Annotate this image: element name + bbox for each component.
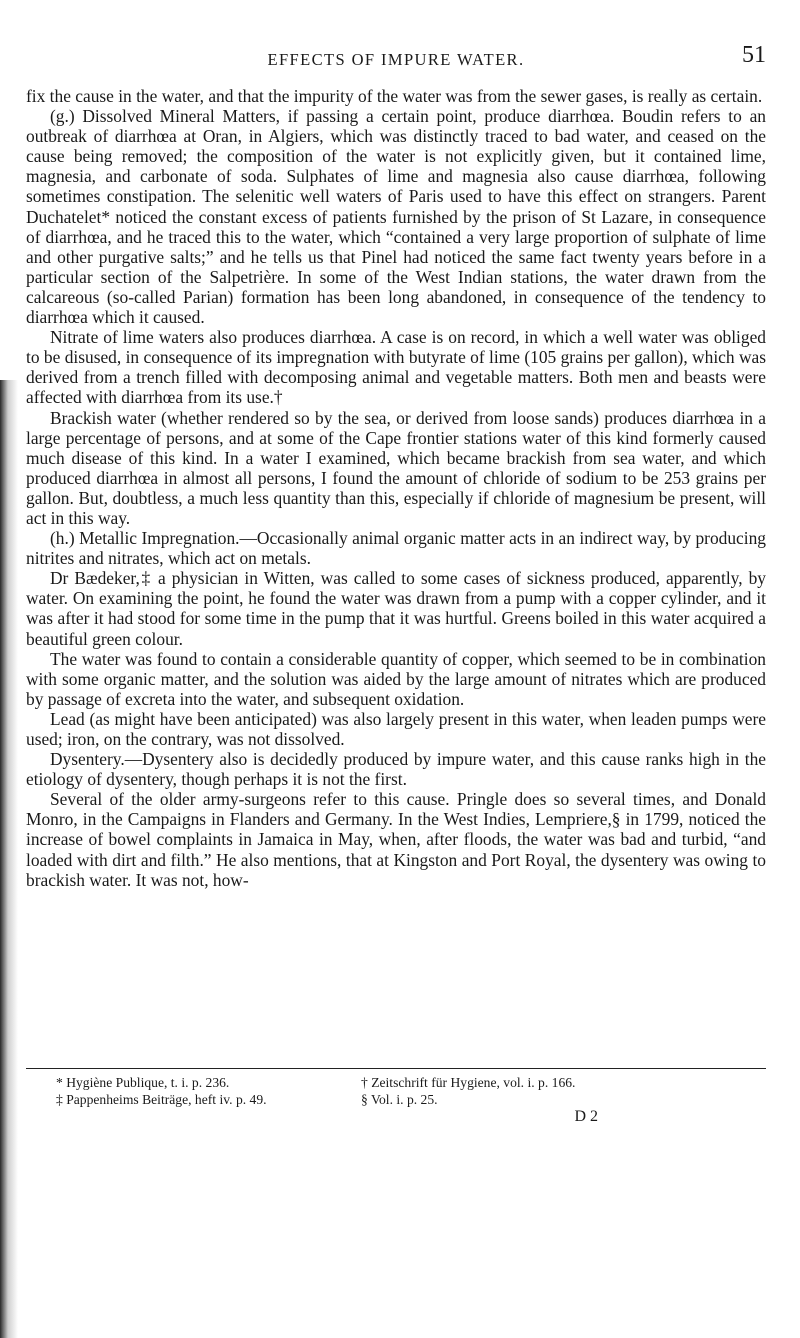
- footnote-rule: [26, 1068, 766, 1069]
- paragraph: fix the cause in the water, and that the impurity of the water was from the sewer gases, is really as certain.: [26, 86, 763, 106]
- paragraph: Dr Bædeker,‡ a physician in Witten, was called to some cases of sickness produced, apparently, by water. On examining the point, he found the water was drawn from a pump with a copper cylinder, and it was after it had stood for some time in the pump that it was hurtful. Greens boiled in this water acquired a beautiful green colour.: [26, 568, 766, 649]
- running-head: EFFECTS OF IMPURE WATER.: [267, 50, 525, 69]
- paragraph: Lead (as might have been anticipated) was also largely present in this water, when leaden pumps were used; iron, on the contrary, was not dissolved.: [26, 708, 766, 749]
- paragraph: Several of the older army-surgeons refer to this cause. Pringle does so several times, and Donald Monro, in the Campaigns in Flanders and Germany. In the West Indies, Lempriere,§ in 1799, noticed the increase of bowel complaints in Jamaica in May, when, after floods, the water was bad and turbid, “and loaded with dirt and filth.” He also mentions, that at Kingston and Port Royal, the dysentery was owing to brackish water. It was not, how-: [26, 789, 766, 890]
- footnote-row: [26, 1074, 766, 1091]
- paragraph: Brackish water (whether rendered so by the sea, or derived from loose sands) produces diarrhœa in a large percentage of persons, and at some of the Cape frontier stations water of this kind formerly caused much disease of this kind. In a water I examined, which became brackish from sea water, and which produced diarrhœa in almost all persons, I found the amount of chloride of sodium to be 253 grains per gallon. But, doubtless, a much less quantity than this, especially if chloride of magnesium be present, will act in this way.: [26, 407, 766, 528]
- body-text: [26, 86, 766, 890]
- paragraph: The water was found to contain a considerable quantity of copper, which seemed to be in combination with some organic matter, and the solution was aided by the large amount of nitrates which are produced by passage of excreta into the water, and subsequent oxidation.: [26, 648, 766, 709]
- paragraph: (g.) Dissolved Mineral Matters, if passing a certain point, produce diarrhœa. Boudin refers to an outbreak of diarrhœa at Oran, in Algiers, which was distinctly traced to bad water, and ceased on the cause being removed; the composition of the water is not explicitly given, but it contained lime, magnesia, and carbonate of soda. Sulphates of lime and magnesia also cause diarrhœa, following sometimes constipation. The selenitic well waters of Paris used to have this effect on strangers. Parent Duchatelet* noticed the constant excess of patients furnished by the prison of St Lazare, in consequence of diarrhœa, and he traced this to the water, which “contained a very large proportion of sulphate of lime and other purgative salts;” and he tells us that Pinel had noticed the same fact twenty years before in a particular section of the Salpetrière. In some of the West Indian stations, the water drawn from the calcareous (so-called Parian) formation has been long abandoned, in consequence of the tendency to diarrhœa which it caused.: [26, 106, 766, 328]
- page-header: [26, 42, 766, 76]
- footnote: ‡ Pappenheims Beiträge, heft iv. p. 49.: [56, 1092, 267, 1107]
- footnote: § Vol. i. p. 25.: [361, 1092, 438, 1107]
- footnotes: [26, 1068, 766, 1126]
- page-number: 51: [742, 42, 766, 68]
- footnote: * Hygiène Publique, t. i. p. 236.: [56, 1075, 230, 1090]
- paragraph: (h.) Metallic Impregnation.—Occasionally animal organic matter acts in an indirect way, by producing nitrites and nitrates, which act on metals.: [26, 528, 766, 569]
- paragraph: Dysentery.—Dysentery also is decidedly produced by impure water, and this cause ranks high in the etiology of dysentery, though perhaps it is not the first.: [26, 749, 766, 790]
- footnote: † Zeitschrift für Hygiene, vol. i. p. 166.: [361, 1075, 576, 1090]
- signature-mark: D 2: [574, 1108, 598, 1125]
- binding-shadow: [0, 380, 18, 1338]
- paragraph: Nitrate of lime waters also produces diarrhœa. A case is on record, in which a well water was obliged to be disused, in consequence of its impregnation with butyrate of lime (105 grains per gallon), which was derived from a trench filled with decomposing animal and vegetable matters. Both men and beasts were affected with diarrhœa from its use.†: [26, 327, 766, 408]
- footnote-row: [26, 1091, 766, 1108]
